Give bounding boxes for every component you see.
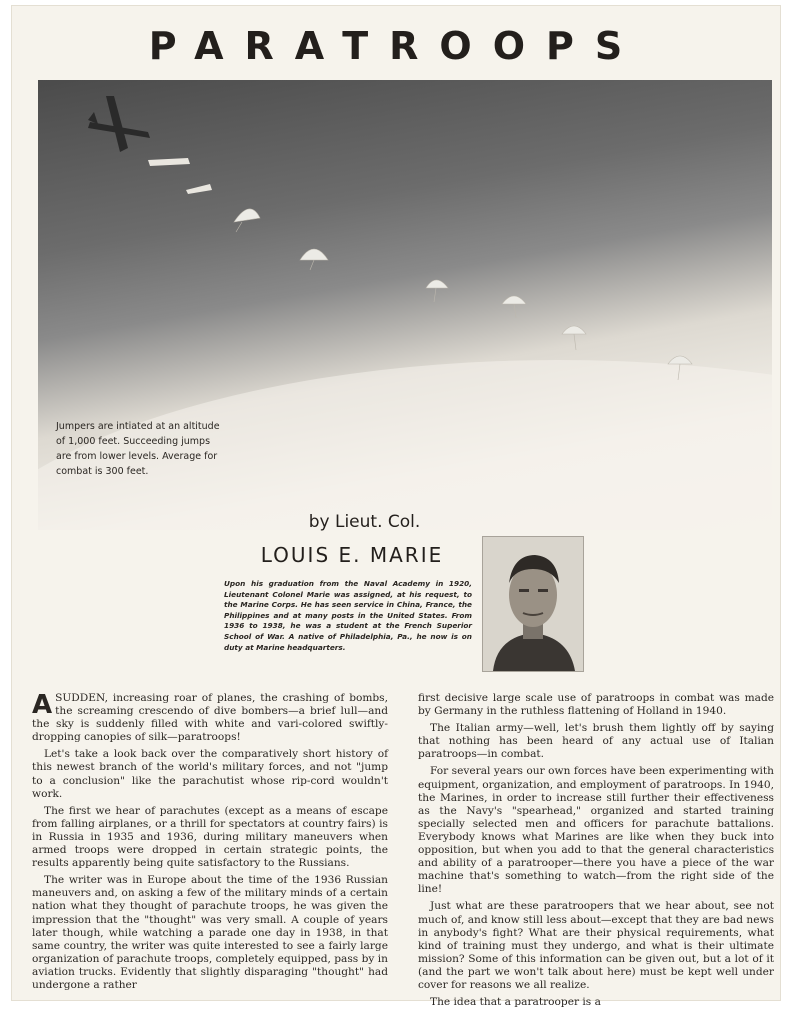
author-name: LOUIS E. MARIE [260,543,444,567]
author-portrait-illustration [483,537,583,671]
author-bio: Upon his graduation from the Naval Academy in 1920, Lieutenant Colonel Marie was assigned, at his request, to the Marine Corps. He has seen service in China, France, the Philippines and at many posts in the United States. From 1936 to 1938, he was a student at the French Superior School of War. A native of Philadelphia, Pa., he now is on duty at Marine headquarters. [224,579,472,652]
article-paragraph: Just what are these paratroopers that we hear about, see not much of, and know still less about—except that they are bad news in anybody's fight? What are their physical requirements, what kind of training must they undergo, and what is their ultimate mission? Some of this information can be given out, but a lot of it (and the part we won't talk about here) must be kept well under cover for reasons we all realize. [418,900,774,991]
drop-cap: A [32,690,53,720]
parachute-icon-1 [148,158,190,166]
parachute-icon-5 [426,280,448,302]
article-paragraph: The writer was in Europe about the time of the 1936 Russian maneuvers and, on asking a few of the military minds of a certain nation what they thought of parachute troops, he was given the impression that the "thought" was very small. A couple of years later though, while watching a parade one day in 1938, in that same country, the writer was quite interested to see a fairly large organization of parachute troops, completely equipped, pass by in aviation trucks. Evidently that slightly disparaging "thought" had undergone a rather [32,874,388,991]
article-paragraph: The idea that a paratrooper is a [430,996,601,1009]
article-title: PARATROOPS [148,24,644,68]
article-column-right [418,692,774,1013]
author-portrait [482,536,584,672]
article-paragraph: ASUDDEN, increasing roar of planes, the crashing of bombs, the screaming crescendo of dive bombers—a brief lull—and the sky is suddenly filled with white and vari-colored swiftly-dropping canopies of silk—paratroops! [32,690,388,744]
magazine-page [12,6,780,1009]
article-paragraph: Let's take a look back over the comparatively short history of this newest branch of the world's military forces, and not "jump to a conclusion" like the parachutist whose rip-cord wouldn't work. [32,748,388,800]
article-paragraph: The Italian army—well, let's brush them lightly off by saying that nothing has been heard of any actual use of Italian paratroops—in combat. [418,722,774,761]
parachute-icon-2 [186,184,212,194]
parachute-icon-6 [502,296,526,318]
parachute-icon-3 [234,209,260,232]
article-paragraph: The first we hear of parachutes (except as a means of escape from falling airplanes, or a thrill for spectators at country fairs) is in Russia in 1935 and 1936, during military maneuvers when armed troops were dropped in certain strategic points, the results apparently being quite satisfactory to the Russians. [32,804,388,870]
parachute-icon-7 [562,326,586,350]
article-paragraph: For several years our own forces have been experimenting with equipment, organization, and employment of paratroops. In 1940, the Marines, in order to increase still further their effectiveness as the Navy's "spearhead," organized and started training specially selected men and officers for parachute battalions. Everybody knows what Marines are like when they buck into opposition, but when you add to that the general characteristics and ability of a paratrooper—there you have a piece of the war machine that's something to watch—from the right side of the line! [418,765,774,896]
transport-plane-icon [88,96,150,152]
photo-caption: Jumpers are intiated at an altitude of 1,000 feet. Succeeding jumps are from lower levels. Average for combat is 300 feet. [56,421,220,477]
byline: by Lieut. Col. [308,512,421,532]
article-paragraph: first decisive large scale use of paratroops in combat was made by Germany in the ruthless flattening of Holland in 1940. [418,692,774,718]
parachute-icon-4 [300,249,328,270]
article-column-left [32,692,388,996]
